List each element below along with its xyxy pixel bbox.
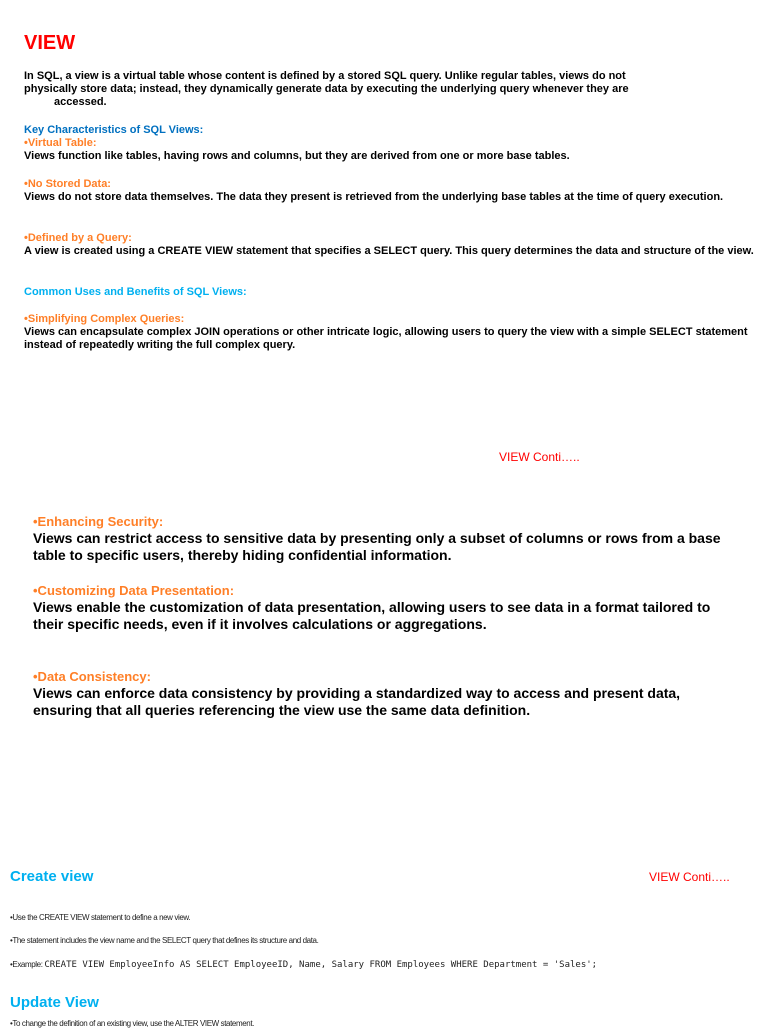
benefit-consistency — [33, 669, 733, 719]
point-text: Views do not store data themselves. The data they present is retrieved from the underlying base tables at the time of query execution. — [24, 191, 724, 203]
intro-line-2: physically store data; instead, they dynamically generate data by executing the underlying query whenever they are — [24, 83, 629, 95]
point-label: •Defined by a Query: — [24, 232, 132, 244]
common-uses-heading: Common Uses and Benefits of SQL Views: — [24, 286, 247, 298]
point-label: •No Stored Data: — [24, 178, 111, 190]
intro-line-3: accessed. — [54, 96, 107, 108]
update-view-line: •To change the definition of an existing view, use the ALTER VIEW statement. — [10, 1019, 254, 1028]
use-label: •Simplifying Complex Queries: — [24, 313, 185, 325]
point-defined-by-query — [24, 232, 754, 258]
point-text: A view is created using a CREATE VIEW statement that specifies a SELECT query. This query determines the data and structure of the view. — [24, 245, 754, 257]
point-virtual-table — [24, 137, 754, 163]
continued-label: VIEW Conti….. — [649, 870, 730, 884]
point-text: Views function like tables, having rows and columns, but they are derived from one or more base tables. — [24, 150, 570, 162]
continued-label: VIEW Conti….. — [499, 450, 580, 464]
use-text: Views can encapsulate complex JOIN operations or other intricate logic, allowing users to query the view with a simple SELECT statement instead of repeatedly writing the full complex query. — [24, 326, 748, 351]
benefit-label: •Data Consistency: — [33, 669, 151, 684]
benefit-text: Views enable the customization of data presentation, allowing users to see data in a format tailored to their specific needs, even if it involves calculations or aggregations. — [33, 599, 711, 632]
example-code: CREATE VIEW EmployeeInfo AS SELECT EmployeeID, Name, Salary FROM Employees WHERE Department = 'Sales'; — [44, 960, 598, 970]
intro-line-1: In SQL, a view is a virtual table whose content is defined by a stored SQL query. Unlike regular tables, views do not — [24, 70, 626, 82]
benefit-text: Views can restrict access to sensitive data by presenting only a subset of columns or rows from a base table to specific users, thereby hiding confidential information. — [33, 530, 721, 563]
benefit-security — [33, 514, 733, 564]
benefit-label: •Customizing Data Presentation: — [33, 583, 235, 598]
example-prefix: •Example: — [10, 960, 43, 969]
point-no-stored-data — [24, 178, 754, 204]
benefit-label: •Enhancing Security: — [33, 514, 164, 529]
benefit-customizing — [33, 583, 733, 633]
create-view-line: •The statement includes the view name and the SELECT query that defines its structure and data. — [10, 936, 319, 945]
update-view-title: Update View — [10, 994, 99, 1011]
point-label: •Virtual Table: — [24, 137, 97, 149]
key-characteristics-heading: Key Characteristics of SQL Views: — [24, 124, 204, 136]
slide1-title: VIEW — [24, 32, 76, 54]
create-view-line: •Use the CREATE VIEW statement to define a new view. — [10, 913, 191, 922]
create-view-title: Create view — [10, 868, 94, 885]
use-simplifying-queries — [24, 313, 754, 352]
create-view-example — [10, 960, 597, 970]
benefit-text: Views can enforce data consistency by providing a standardized way to access and present data, ensuring that all queries referencing the view use the same data definition. — [33, 685, 681, 718]
intro-paragraph — [24, 70, 754, 109]
